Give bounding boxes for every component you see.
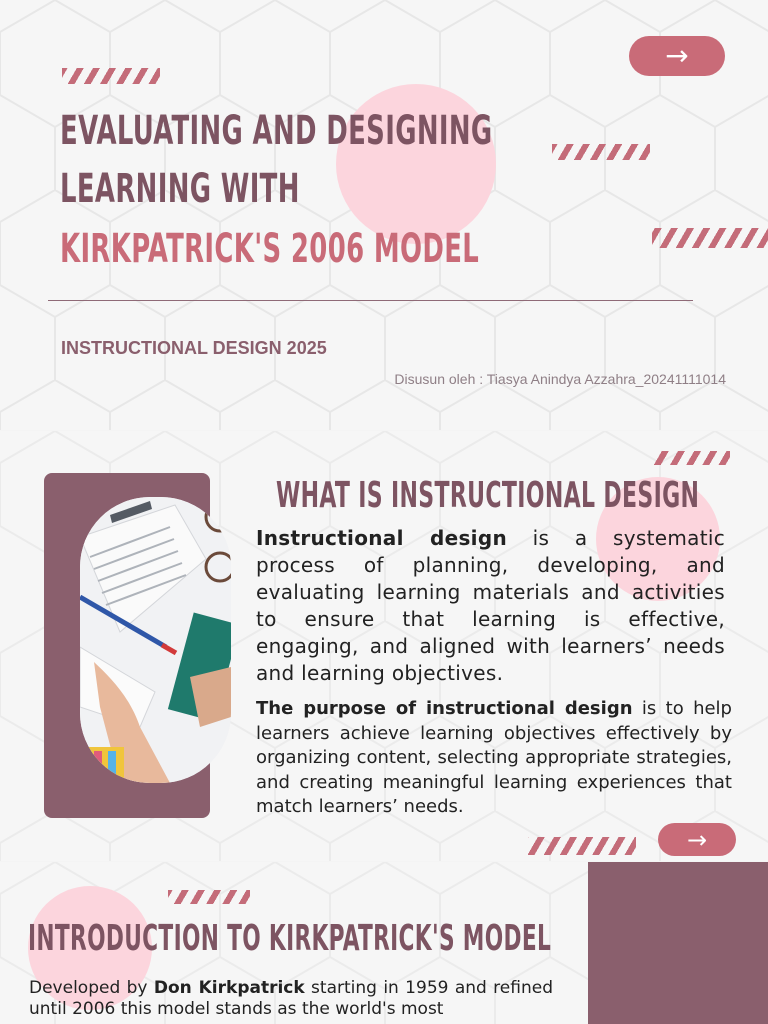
section-heading: WHAT IS INSTRUCTIONAL DESIGN: [276, 475, 700, 516]
next-arrow-button[interactable]: [629, 36, 725, 76]
arrow-right-icon: →: [665, 39, 689, 72]
purpose-text: is to help learners achieve learning objectives effectively by organizing content, selecting appropriate strategies, and creating meaningful learning experiences that match learners’ needs.: [256, 698, 732, 818]
book-illustration: [80, 497, 231, 783]
definition-slide: [0, 431, 768, 861]
title-line-2: LEARNING WITH: [60, 166, 300, 212]
author-credit: Disusun oleh : Tiasya Anindya Azzahra_20241111014: [394, 371, 726, 387]
mauve-panel: [588, 862, 768, 1024]
definition-term: Instructional design: [256, 526, 507, 550]
title-accent: KIRKPATRICK'S 2006 MODEL: [60, 226, 480, 272]
title-slide: [0, 0, 768, 430]
section-heading: INTRODUCTION TO KIRKPATRICK'S MODEL: [28, 918, 552, 959]
stripe-decoration: [168, 890, 250, 904]
purpose-paragraph: [256, 697, 732, 820]
study-photo: [80, 497, 231, 783]
intro-paragraph: [29, 978, 553, 1020]
divider: [48, 300, 693, 301]
definition-text: is a systematic process of planning, developing, and evaluating learning materials and activities to ensure that learning is effective, engaging, and aligned with learners’ needs and learning objectives.: [256, 526, 726, 685]
stripe-decoration: [654, 451, 730, 465]
stripe-decoration: [652, 228, 768, 248]
purpose-term: The purpose of instructional design: [256, 698, 633, 719]
intro-name: Don Kirkpatrick: [153, 978, 305, 998]
subtitle: INSTRUCTIONAL DESIGN 2025: [61, 338, 327, 358]
arrow-right-icon: →: [686, 825, 708, 854]
stripe-decoration: [528, 837, 636, 855]
title-line-1: EVALUATING AND DESIGNING: [60, 108, 493, 154]
stripe-decoration: [62, 68, 160, 84]
intro-text: starting in 1959 and refined until 2006 this model stands as the world's most: [29, 978, 553, 1019]
stripe-decoration: [552, 144, 650, 160]
definition-paragraph: [256, 525, 725, 687]
intro-slide: [0, 862, 768, 1024]
intro-text-pre: Developed by: [29, 978, 154, 998]
next-arrow-button[interactable]: [658, 823, 736, 856]
